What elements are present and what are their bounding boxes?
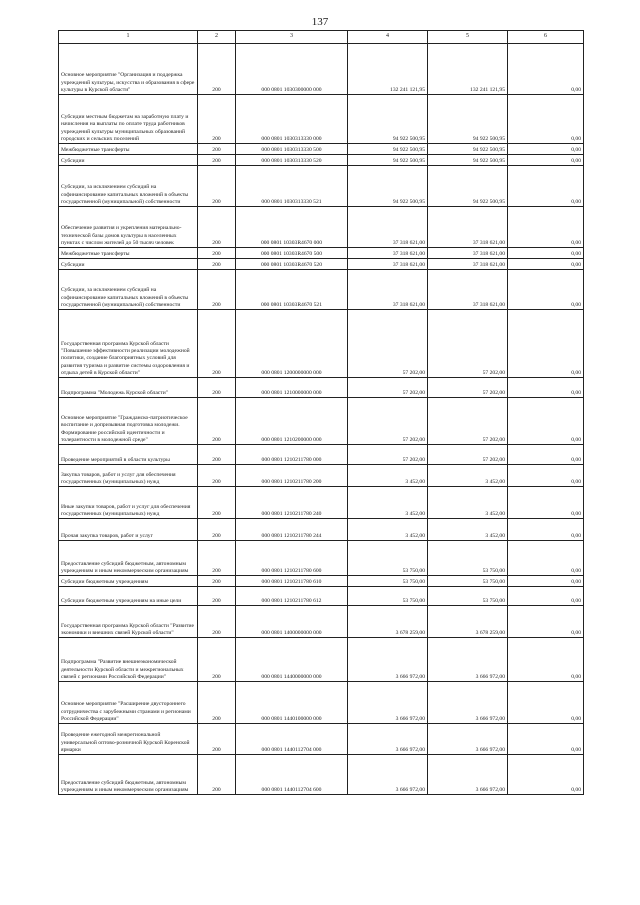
row-code: 200 <box>198 155 236 166</box>
row-executed-amount: 53 750,00 <box>428 587 508 606</box>
row-planned-amount: 37 318 621,00 <box>348 259 428 270</box>
row-remainder-amount: 0,00 <box>508 606 584 638</box>
table-row <box>59 378 584 398</box>
column-header: 6 <box>508 31 584 44</box>
row-remainder-amount: 0,00 <box>508 487 584 519</box>
row-planned-amount: 53 750,00 <box>348 541 428 576</box>
row-name: Иные закупки товаров, работ и услуг для обеспечения государственных (муниципальных) нужд <box>59 487 198 519</box>
row-code: 200 <box>198 465 236 487</box>
row-name: Проведение ежегодной межрегиональной универсальной оптово-розничной Курской Коренской ярмарки <box>59 724 198 755</box>
row-planned-amount: 37 318 621,00 <box>348 207 428 248</box>
row-executed-amount: 3 452,00 <box>428 487 508 519</box>
row-code: 200 <box>198 44 236 95</box>
row-classification-code: 000 0801 10303R4670 521 <box>236 270 348 310</box>
table-row <box>59 259 584 270</box>
row-remainder-amount: 0,00 <box>508 259 584 270</box>
row-code: 200 <box>198 207 236 248</box>
row-name: Субсидии <box>59 259 198 270</box>
table-row <box>59 606 584 638</box>
row-name: Межбюджетные трансферты <box>59 144 198 155</box>
row-code: 200 <box>198 541 236 576</box>
row-planned-amount: 37 318 621,00 <box>348 248 428 259</box>
page-number: 137 <box>311 16 329 28</box>
table-row <box>59 465 584 487</box>
row-classification-code: 000 0801 1210211780 000 <box>236 445 348 465</box>
table-row <box>59 398 584 445</box>
row-code: 200 <box>198 606 236 638</box>
row-planned-amount: 57 202,00 <box>348 398 428 445</box>
table-row <box>59 576 584 587</box>
table-row <box>59 755 584 795</box>
row-name: Предоставление субсидий бюджетным, автономным учреждениям и иным некоммерческим организациям <box>59 541 198 576</box>
row-classification-code: 000 0801 1210211780 610 <box>236 576 348 587</box>
row-classification-code: 000 0801 1210211780 244 <box>236 519 348 541</box>
table-row <box>59 248 584 259</box>
row-classification-code: 000 0801 1030313330 000 <box>236 95 348 144</box>
row-executed-amount: 53 750,00 <box>428 541 508 576</box>
row-name: Государственная программа Курской области "Повышение эффективности реализации молодежной политики, создание благоприятных условий для развития туризма и развитие системы оздоровления и отдыха детей в Курской области" <box>59 310 198 378</box>
row-executed-amount: 57 202,00 <box>428 310 508 378</box>
row-name: Закупка товаров, работ и услуг для обеспечения государственных (муниципальных) нужд <box>59 465 198 487</box>
row-remainder-amount: 0,00 <box>508 587 584 606</box>
row-name: Субсидии, за исключением субсидий на софинансирование капитальных вложений в объекты государственной (муниципальной) собственности <box>59 166 198 207</box>
row-remainder-amount: 0,00 <box>508 724 584 755</box>
row-planned-amount: 3 666 972,00 <box>348 682 428 724</box>
row-classification-code: 000 0801 1210000000 000 <box>236 378 348 398</box>
row-executed-amount: 53 750,00 <box>428 576 508 587</box>
table-row <box>59 638 584 682</box>
row-executed-amount: 57 202,00 <box>428 445 508 465</box>
table-row <box>59 310 584 378</box>
row-planned-amount: 3 666 972,00 <box>348 724 428 755</box>
row-planned-amount: 57 202,00 <box>348 310 428 378</box>
table-row <box>59 166 584 207</box>
table-row <box>59 724 584 755</box>
table-row <box>59 95 584 144</box>
row-executed-amount: 94 922 500,95 <box>428 95 508 144</box>
row-remainder-amount: 0,00 <box>508 144 584 155</box>
row-name: Субсидии <box>59 155 198 166</box>
row-executed-amount: 3 666 972,00 <box>428 682 508 724</box>
table-row <box>59 144 584 155</box>
table-row <box>59 155 584 166</box>
row-code: 200 <box>198 755 236 795</box>
row-classification-code: 000 0801 1440100000 000 <box>236 682 348 724</box>
row-executed-amount: 37 318 621,00 <box>428 248 508 259</box>
row-code: 200 <box>198 724 236 755</box>
row-name: Проведение мероприятий в области культуры <box>59 445 198 465</box>
row-executed-amount: 57 202,00 <box>428 378 508 398</box>
row-planned-amount: 3 666 972,00 <box>348 638 428 682</box>
table-row <box>59 587 584 606</box>
column-header: 3 <box>236 31 348 44</box>
table-row <box>59 207 584 248</box>
column-header: 5 <box>428 31 508 44</box>
row-code: 200 <box>198 310 236 378</box>
row-classification-code: 000 0801 1210200000 000 <box>236 398 348 445</box>
row-code: 200 <box>198 587 236 606</box>
row-planned-amount: 132 241 121,95 <box>348 44 428 95</box>
row-remainder-amount: 0,00 <box>508 95 584 144</box>
row-remainder-amount: 0,00 <box>508 541 584 576</box>
row-code: 200 <box>198 166 236 207</box>
row-classification-code: 000 0801 1210211780 600 <box>236 541 348 576</box>
row-planned-amount: 94 922 500,95 <box>348 166 428 207</box>
row-name: Основное мероприятие "Расширение двустороннего сотрудничества с зарубежными странами и регионами Российской Федерации" <box>59 682 198 724</box>
row-classification-code: 000 0801 1030313330 520 <box>236 155 348 166</box>
row-executed-amount: 3 666 972,00 <box>428 638 508 682</box>
row-planned-amount: 57 202,00 <box>348 378 428 398</box>
row-code: 200 <box>198 576 236 587</box>
row-code: 200 <box>198 378 236 398</box>
row-remainder-amount: 0,00 <box>508 155 584 166</box>
row-planned-amount: 3 678 259,00 <box>348 606 428 638</box>
table-row <box>59 44 584 95</box>
row-executed-amount: 37 318 621,00 <box>428 259 508 270</box>
row-name: Прочая закупка товаров, работ и услуг <box>59 519 198 541</box>
row-code: 200 <box>198 398 236 445</box>
row-executed-amount: 132 241 121,95 <box>428 44 508 95</box>
row-classification-code: 000 0801 1200000000 000 <box>236 310 348 378</box>
row-remainder-amount: 0,00 <box>508 378 584 398</box>
row-classification-code: 000 0801 1440112704 000 <box>236 724 348 755</box>
row-executed-amount: 94 922 500,95 <box>428 144 508 155</box>
column-header: 2 <box>198 31 236 44</box>
row-planned-amount: 3 452,00 <box>348 519 428 541</box>
row-executed-amount: 3 452,00 <box>428 465 508 487</box>
row-remainder-amount: 0,00 <box>508 465 584 487</box>
table-row <box>59 682 584 724</box>
row-remainder-amount: 0,00 <box>508 755 584 795</box>
row-code: 200 <box>198 638 236 682</box>
table-row <box>59 270 584 310</box>
row-code: 200 <box>198 270 236 310</box>
row-code: 200 <box>198 248 236 259</box>
row-planned-amount: 57 202,00 <box>348 445 428 465</box>
row-name: Подпрограмма "Молодежь Курской области" <box>59 378 198 398</box>
row-code: 200 <box>198 487 236 519</box>
row-name: Субсидии, за исключением субсидий на софинансирование капитальных вложений в объекты государственной (муниципальной) собственности <box>59 270 198 310</box>
row-executed-amount: 3 666 972,00 <box>428 724 508 755</box>
table-header-row <box>59 31 584 44</box>
row-name: Субсидии бюджетным учреждениям <box>59 576 198 587</box>
row-planned-amount: 94 922 500,95 <box>348 95 428 144</box>
row-classification-code: 000 0801 1210211780 612 <box>236 587 348 606</box>
row-executed-amount: 3 452,00 <box>428 519 508 541</box>
row-planned-amount: 94 922 500,95 <box>348 144 428 155</box>
table-row <box>59 519 584 541</box>
row-planned-amount: 3 452,00 <box>348 487 428 519</box>
row-planned-amount: 37 318 621,00 <box>348 270 428 310</box>
row-name: Подпрограмма "Развитие внешнеэкономической деятельности Курской области и межрегиональных связей с регионами Российской Федерации" <box>59 638 198 682</box>
row-classification-code: 000 0801 10303R4670 000 <box>236 207 348 248</box>
table-row <box>59 541 584 576</box>
row-remainder-amount: 0,00 <box>508 44 584 95</box>
row-remainder-amount: 0,00 <box>508 682 584 724</box>
row-classification-code: 000 0801 10303R4670 520 <box>236 259 348 270</box>
row-planned-amount: 94 922 500,95 <box>348 155 428 166</box>
row-classification-code: 000 0801 1400000000 000 <box>236 606 348 638</box>
table-row <box>59 487 584 519</box>
row-name: Основное мероприятие "Организация и поддержка учреждений культуры, искусства и образования в сфере культуры в Курской области" <box>59 44 198 95</box>
row-remainder-amount: 0,00 <box>508 166 584 207</box>
row-classification-code: 000 0801 1030313330 521 <box>236 166 348 207</box>
row-executed-amount: 37 318 621,00 <box>428 270 508 310</box>
row-classification-code: 000 0801 1210211780 240 <box>236 487 348 519</box>
row-classification-code: 000 0801 10303R4670 500 <box>236 248 348 259</box>
column-header: 1 <box>59 31 198 44</box>
row-classification-code: 000 0801 1210211780 200 <box>236 465 348 487</box>
row-classification-code: 000 0801 1030300000 000 <box>236 44 348 95</box>
row-remainder-amount: 0,00 <box>508 638 584 682</box>
row-name: Основное мероприятие "Гражданско-патриотическое воспитание и допризывная подготовка молодежи. Формирование российской идентичности и толерантности в молодежной среде" <box>59 398 198 445</box>
budget-table <box>58 30 584 795</box>
row-executed-amount: 94 922 500,95 <box>428 166 508 207</box>
row-remainder-amount: 0,00 <box>508 207 584 248</box>
row-code: 200 <box>198 445 236 465</box>
row-name: Обеспечение развития и укрепления материально-технической базы домов культуры в населенных пунктах с числом жителей до 50 тысяч человек <box>59 207 198 248</box>
row-remainder-amount: 0,00 <box>508 398 584 445</box>
row-planned-amount: 3 452,00 <box>348 465 428 487</box>
row-code: 200 <box>198 682 236 724</box>
table-body <box>59 44 584 795</box>
row-executed-amount: 94 922 500,95 <box>428 155 508 166</box>
row-classification-code: 000 0801 1440112704 600 <box>236 755 348 795</box>
row-classification-code: 000 0801 1030313330 500 <box>236 144 348 155</box>
row-planned-amount: 3 666 972,00 <box>348 755 428 795</box>
table-row <box>59 445 584 465</box>
row-planned-amount: 53 750,00 <box>348 587 428 606</box>
row-code: 200 <box>198 144 236 155</box>
row-remainder-amount: 0,00 <box>508 519 584 541</box>
row-executed-amount: 3 678 259,00 <box>428 606 508 638</box>
row-classification-code: 000 0801 1440000000 000 <box>236 638 348 682</box>
row-name: Предоставление субсидий бюджетным, автономным учреждениям и иным некоммерческим организациям <box>59 755 198 795</box>
row-remainder-amount: 0,00 <box>508 445 584 465</box>
row-planned-amount: 53 750,00 <box>348 576 428 587</box>
row-remainder-amount: 0,00 <box>508 310 584 378</box>
row-executed-amount: 57 202,00 <box>428 398 508 445</box>
row-executed-amount: 3 666 972,00 <box>428 755 508 795</box>
row-name: Межбюджетные трансферты <box>59 248 198 259</box>
row-name: Государственная программа Курской области "Развитие экономики и внешних связей Курской области" <box>59 606 198 638</box>
row-code: 200 <box>198 259 236 270</box>
row-remainder-amount: 0,00 <box>508 270 584 310</box>
row-name: Субсидии местным бюджетам на заработную плату и начисления на выплаты по оплате труда работников учреждений культуры муниципальных образований городских и сельских поселений <box>59 95 198 144</box>
row-remainder-amount: 0,00 <box>508 248 584 259</box>
row-code: 200 <box>198 519 236 541</box>
column-header: 4 <box>348 31 428 44</box>
row-remainder-amount: 0,00 <box>508 576 584 587</box>
row-executed-amount: 37 318 621,00 <box>428 207 508 248</box>
row-code: 200 <box>198 95 236 144</box>
row-name: Субсидии бюджетным учреждениям на иные цели <box>59 587 198 606</box>
